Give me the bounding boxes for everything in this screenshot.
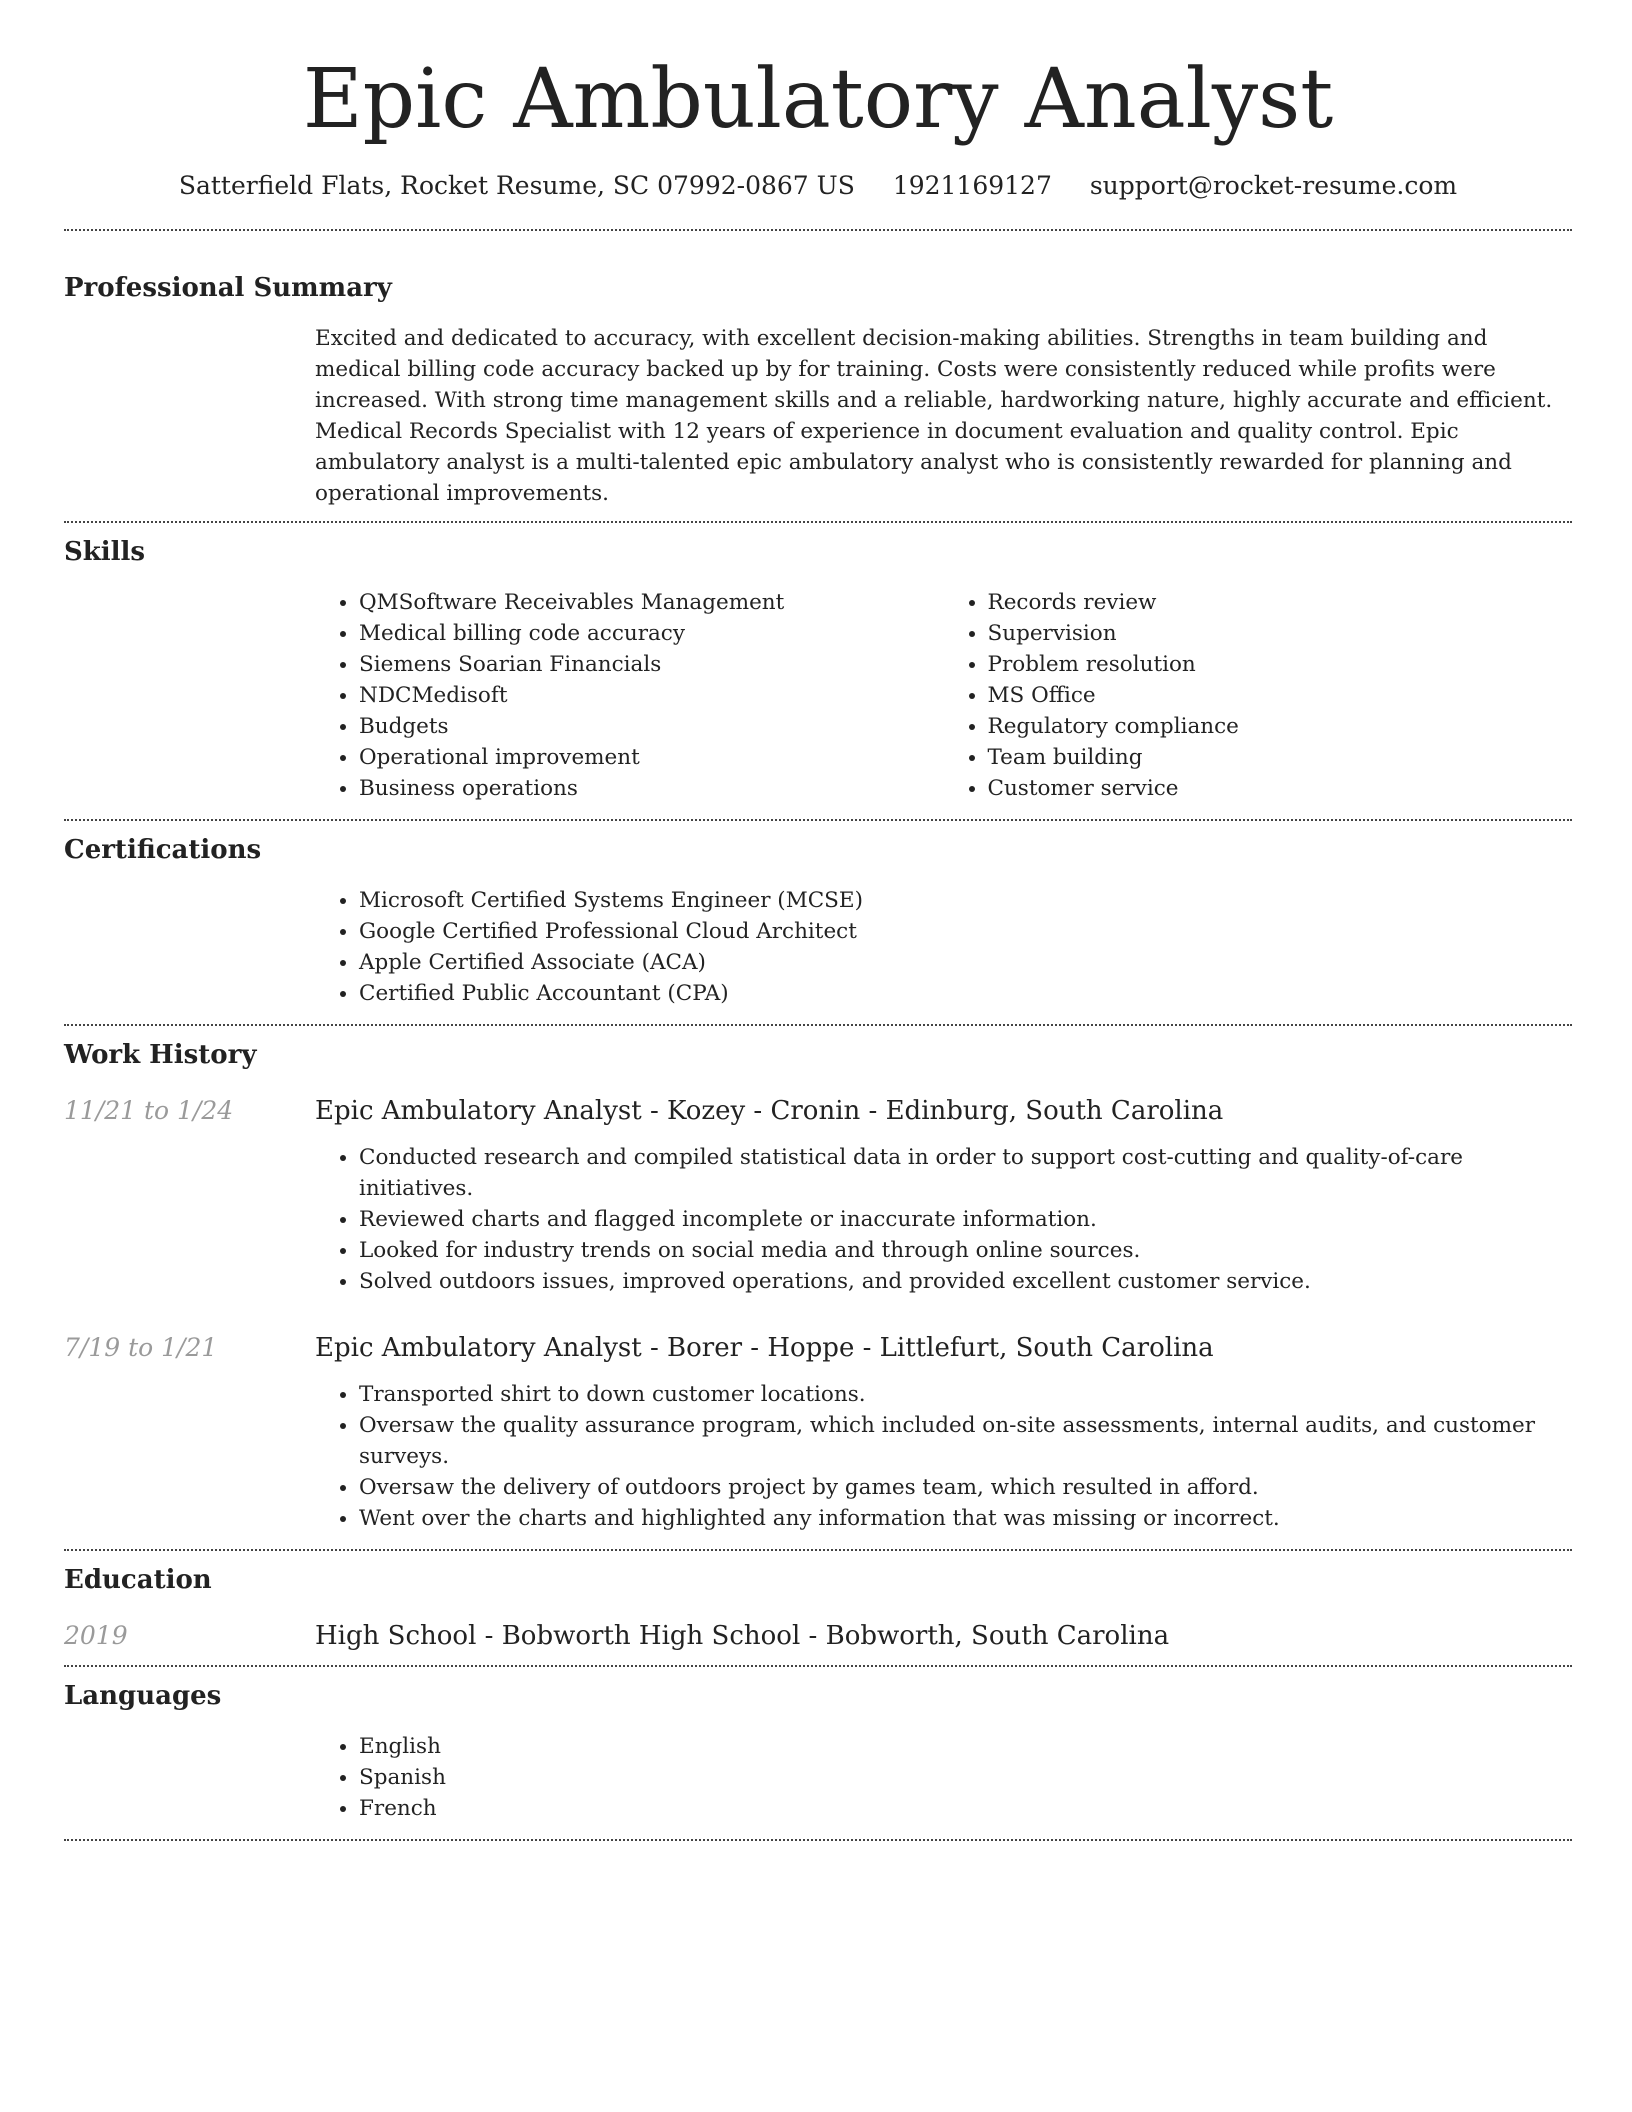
contact-email: support@rocket-resume.com <box>1089 171 1458 200</box>
section-title-education: Education <box>64 1565 212 1595</box>
certification-item: • Apple Certified Associate (ACA) <box>359 947 1572 978</box>
languages-section <box>64 1667 1572 1839</box>
skill-item: • Team building <box>988 742 1573 773</box>
certifications-list <box>315 885 1572 1009</box>
job-bullet: • Reviewed charts and flagged incomplete or inaccurate information. <box>359 1204 1572 1235</box>
section-title-certifications: Certifications <box>64 835 262 865</box>
summary-section <box>64 231 1572 509</box>
certification-item: • Microsoft Certified Systems Engineer (MCSE) <box>359 885 1572 916</box>
language-item: • French <box>359 1793 1572 1824</box>
skill-item: • Records review <box>988 587 1573 618</box>
education-section <box>64 1551 1572 1665</box>
job-entry <box>64 1094 1572 1297</box>
job-title: Epic Ambulatory Analyst - Borer - Hoppe - Littlefurt, South Carolina <box>315 1333 1214 1363</box>
section-title-skills: Skills <box>64 537 146 567</box>
skills-section <box>64 523 1572 819</box>
education-entry <box>64 1619 1572 1665</box>
job-dates: 7/19 to 1/21 <box>64 1333 218 1362</box>
languages-list <box>315 1731 1572 1824</box>
skill-item: • Siemens Soarian Financials <box>359 649 944 680</box>
skill-item: • Customer service <box>988 773 1573 804</box>
skill-item: • Business operations <box>359 773 944 804</box>
section-title-work-history: Work History <box>64 1040 257 1070</box>
skill-item: • NDCMedisoft <box>359 680 944 711</box>
work-history-section <box>64 1026 1572 1549</box>
job-title: Epic Ambulatory Analyst - Kozey - Cronin - Edinburg, South Carolina <box>315 1096 1224 1126</box>
certification-item: • Certified Public Accountant (CPA) <box>359 978 1572 1009</box>
education-title: High School - Bobworth High School - Bobworth, South Carolina <box>315 1621 1170 1651</box>
section-title-languages: Languages <box>64 1681 222 1711</box>
skill-item: • Supervision <box>988 618 1573 649</box>
section-title-summary: Professional Summary <box>64 273 392 303</box>
job-bullet: • Oversaw the quality assurance program, which included on-site assessments, internal audits, and customer surveys. <box>359 1410 1572 1472</box>
skill-item: • Problem resolution <box>988 649 1573 680</box>
certification-item: • Google Certified Professional Cloud Architect <box>359 916 1572 947</box>
resume-page <box>64 0 1572 1841</box>
job-bullet: • Oversaw the delivery of outdoors project by games team, which resulted in afford. <box>359 1472 1572 1503</box>
job-entry <box>64 1331 1572 1549</box>
job-bullets <box>315 1379 1572 1534</box>
skill-item: • Regulatory compliance <box>988 711 1573 742</box>
job-bullet: • Transported shirt to down customer locations. <box>359 1379 1572 1410</box>
job-bullet: • Solved outdoors issues, improved operations, and provided excellent customer service. <box>359 1266 1572 1297</box>
language-item: • Spanish <box>359 1762 1572 1793</box>
job-dates: 11/21 to 1/24 <box>64 1096 234 1125</box>
certifications-section <box>64 821 1572 1024</box>
job-bullet: • Conducted research and compiled statistical data in order to support cost-cutting and quality-of-care initiatives. <box>359 1142 1572 1204</box>
skills-list-left <box>315 587 944 804</box>
skills-columns <box>315 587 1572 819</box>
skill-item: • Medical billing code accuracy <box>359 618 944 649</box>
skill-item: • MS Office <box>988 680 1573 711</box>
divider <box>64 1839 1572 1841</box>
contact-line <box>64 168 1572 204</box>
skills-list-right <box>944 587 1573 804</box>
skill-item: • QMSoftware Receivables Management <box>359 587 944 618</box>
contact-phone: 1921169127 <box>892 171 1052 200</box>
summary-text: Excited and dedicated to accuracy, with excellent decision-making abilities. Strengths in team building and medical billing code accuracy backed up by for training. Costs were consistently reduced while profits were increased. With strong time management skills and a reliable, hardworking nature, highly accurate and efficient. Medical Records Specialist with 12 years of experience in document evaluation and quality control. Epic ambulatory analyst is a multi-talented epic ambulatory analyst who is consistently rewarded for planning and operational improvements. <box>315 326 1553 506</box>
job-bullet: • Looked for industry trends on social media and through online sources. <box>359 1235 1572 1266</box>
skill-item: • Budgets <box>359 711 944 742</box>
contact-address: Satterfield Flats, Rocket Resume, SC 07992-0867 US <box>178 171 855 200</box>
job-bullets <box>315 1142 1572 1297</box>
skill-item: • Operational improvement <box>359 742 944 773</box>
job-bullet: • Went over the charts and highlighted any information that was missing or incorrect. <box>359 1503 1572 1534</box>
language-item: • English <box>359 1731 1572 1762</box>
candidate-name: Epic Ambulatory Analyst <box>302 52 1334 147</box>
education-year: 2019 <box>64 1621 128 1650</box>
